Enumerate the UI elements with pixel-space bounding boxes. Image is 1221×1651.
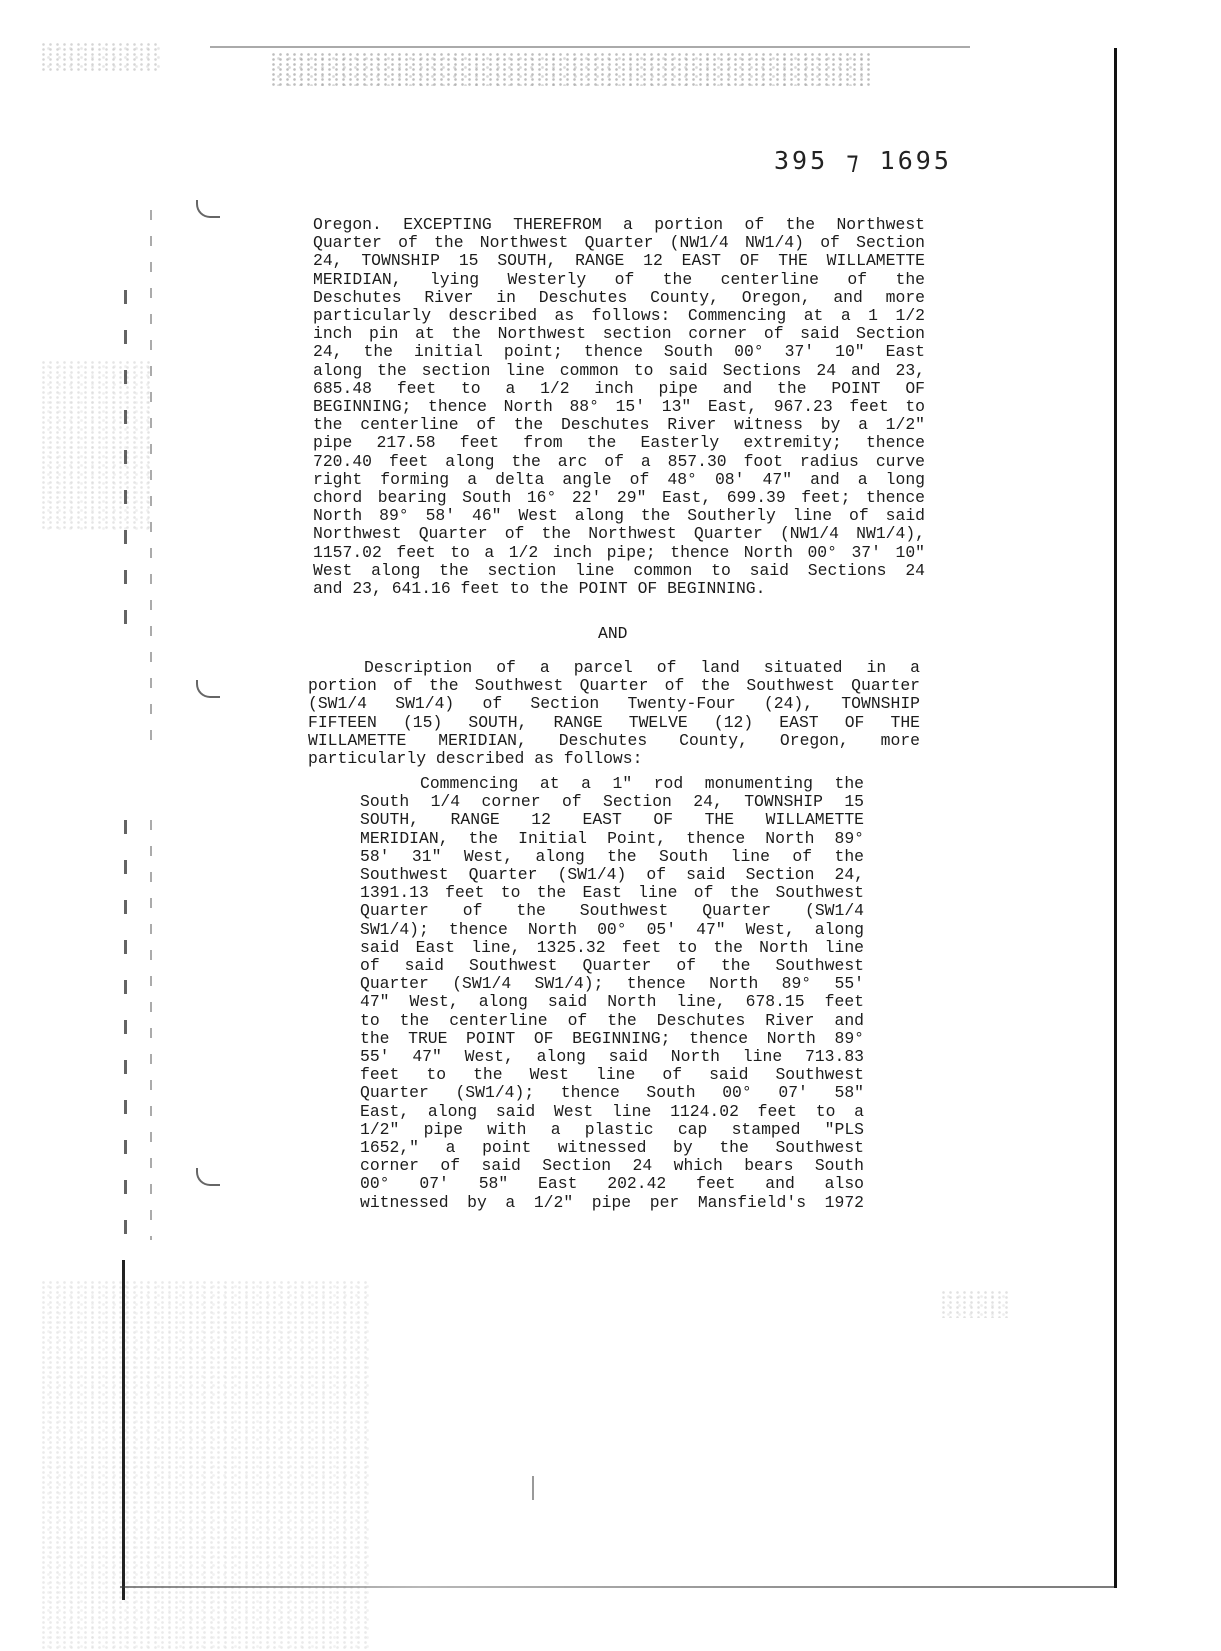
text-line: 1157.02 feet to a 1/2 inch pipe; thence North 00° 37' 10" (313, 542, 925, 562)
text-line: the centerline of the Deschutes River witness by a 1/2" (313, 415, 925, 435)
text-line: Commencing at a 1" rod monumenting the (420, 774, 864, 793)
scan-noise-top-left (40, 42, 160, 72)
text-line: SW1/4); thence North 00° 05' 47" West, along (360, 919, 864, 939)
text-line: of said Southwest Quarter of the Southwest (360, 956, 864, 976)
scan-noise-bottom-left (40, 1280, 370, 1650)
binder-hole-mark (196, 680, 220, 698)
text-line: (SW1/4 SW1/4) of Section Twenty-Four (24), TOWNSHIP (308, 694, 920, 714)
text-line: right forming a delta angle of 48° 08' 47" and a long (313, 469, 925, 489)
text-line: Quarter (SW1/4); thence South 00° 07' 58" (360, 1083, 864, 1103)
scan-margin-marks (124, 290, 127, 630)
text-line: witnessed by a 1/2" pipe per Mansfield's 1972 (360, 1192, 864, 1212)
text-line: corner of said Section 24 which bears South (360, 1156, 864, 1176)
text-line: 24, the initial point; thence South 00° 37' 10" East (313, 342, 925, 362)
scan-edge-left (122, 1260, 125, 1600)
text-line: 685.48 feet to a 1/2 inch pipe and the POINT OF (313, 378, 925, 398)
scan-margin-marks (124, 820, 127, 1260)
text-line: WILLAMETTE MERIDIAN, Deschutes County, Oregon, more (308, 730, 920, 750)
text-line: BEGINNING; thence North 88° 15' 13" East, 967.23 feet to (313, 397, 925, 417)
scan-edge-top (210, 46, 970, 48)
text-line: Oregon. EXCEPTING THEREFROM a portion of the Northwest (313, 215, 925, 234)
text-line: and 23, 641.16 feet to the POINT OF BEGINNING. (313, 579, 766, 599)
scan-artifact-mark (532, 1476, 534, 1500)
text-line: along the section line common to said Sections 24 and 23, (313, 360, 925, 380)
text-line: East, along said West line 1124.02 feet to a (360, 1101, 864, 1121)
text-line: pipe 217.58 feet from the Easterly extremity; thence (313, 433, 925, 453)
text-line: Southwest Quarter (SW1/4) of said Section 24, (360, 865, 864, 885)
text-line: inch pin at the Northwest section corner of said Section (313, 324, 925, 344)
text-line: the TRUE POINT OF BEGINNING; thence North 89° (360, 1028, 864, 1048)
text-line: chord bearing South 16° 22' 29" East, 699.39 feet; thence (313, 488, 925, 508)
text-line: 24, TOWNSHIP 15 SOUTH, RANGE 12 EAST OF THE WILLAMETTE (313, 251, 925, 271)
text-line: 1391.13 feet to the East line of the Southwest (360, 883, 864, 903)
scan-noise-right (940, 1290, 1010, 1318)
text-line: Quarter of the Northwest Quarter (NW1/4 NW1/4) of Section (313, 233, 925, 253)
scan-margin-marks (150, 210, 152, 750)
text-line: 47" West, along said North line, 678.15 feet (360, 992, 864, 1012)
text-line: to the centerline of the Deschutes River and (360, 1010, 864, 1030)
text-line: particularly described as follows: Commencing at a 1 1/2 (313, 306, 925, 326)
scan-margin-marks (150, 820, 152, 1240)
and-separator: AND (598, 624, 628, 643)
text-line: portion of the Southwest Quarter of the Southwest Quarter (308, 676, 920, 696)
text-line: Northwest Quarter of the Northwest Quarter (NW1/4 NW1/4), (313, 524, 925, 544)
text-line: Quarter of the Southwest Quarter (SW1/4 (360, 901, 864, 921)
binder-hole-mark (196, 200, 220, 218)
parcel-description-body (360, 775, 864, 1212)
scan-noise-left (40, 360, 150, 530)
text-line: 00° 07' 58" East 202.42 feet and also (360, 1174, 864, 1194)
text-line: Description of a parcel of land situated in a (364, 658, 920, 677)
text-line: SOUTH, RANGE 12 EAST OF THE WILLAMETTE (360, 810, 864, 830)
text-line: North 89° 58' 46" West along the Southerly line of said (313, 506, 925, 526)
text-line: South 1/4 corner of Section 24, TOWNSHIP 15 (360, 792, 864, 812)
text-line: MERIDIAN, lying Westerly of the centerline of the (313, 269, 925, 289)
text-line: FIFTEEN (15) SOUTH, RANGE TWELVE (12) EAST OF THE (308, 712, 920, 732)
text-line: Deschutes River in Deschutes County, Oregon, and more (313, 287, 925, 307)
text-line: feet to the West line of said Southwest (360, 1065, 864, 1085)
scan-edge-bottom (120, 1586, 1114, 1588)
text-line: 1652," a point witnessed by the Southwest (360, 1138, 864, 1158)
text-line: MERIDIAN, the Initial Point, thence North 89° (360, 828, 864, 848)
text-line: 55' 47" West, along said North line 713.83 (360, 1047, 864, 1067)
text-line: 1/2" pipe with a plastic cap stamped "PLS (360, 1119, 864, 1139)
text-line: West along the section line common to said Sections 24 (313, 560, 925, 580)
text-line: 720.40 feet along the arc of a 857.30 foot radius curve (313, 451, 925, 471)
binder-hole-mark (196, 1168, 220, 1186)
scan-edge-right (1114, 48, 1117, 1588)
text-line: particularly described as follows: (308, 749, 643, 769)
page-number-stamp: 395 ⁊ 1695 (774, 146, 952, 175)
excepting-paragraph (313, 216, 925, 598)
text-line: Quarter (SW1/4 SW1/4); thence North 89° 55' (360, 974, 864, 994)
text-line: said East line, 1325.32 feet to the North line (360, 937, 864, 957)
scan-noise-top (270, 52, 870, 86)
text-line: 58' 31" West, along the South line of the (360, 846, 864, 866)
parcel-description-intro (308, 659, 920, 768)
